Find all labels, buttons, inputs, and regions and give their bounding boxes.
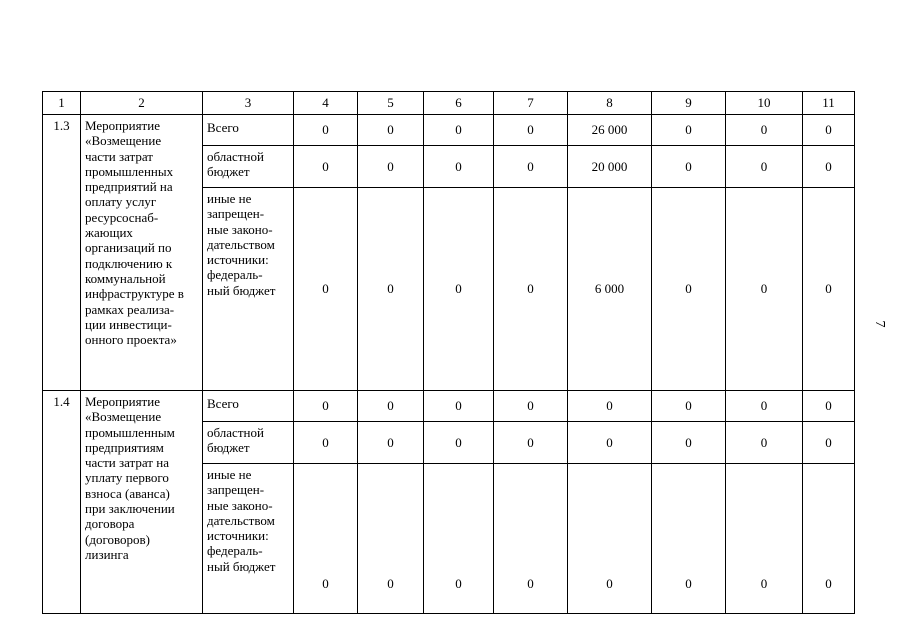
value-cell: 0	[803, 391, 855, 422]
header-cell: 4	[294, 92, 358, 115]
value-cell: 0	[726, 146, 803, 188]
value-cell: 0	[294, 115, 358, 146]
value-cell: 26 000	[568, 115, 652, 146]
value-cell: 0	[294, 188, 358, 391]
value-cell: 0	[652, 188, 726, 391]
value-cell: 0	[652, 422, 726, 464]
header-cell: 5	[358, 92, 424, 115]
funding-source: Всего	[203, 115, 294, 146]
funding-source: Всего	[203, 391, 294, 422]
header-row	[43, 92, 855, 115]
value-cell: 0	[652, 464, 726, 614]
value-cell: 0	[726, 464, 803, 614]
header-cell: 6	[424, 92, 494, 115]
header-cell: 1	[43, 92, 81, 115]
value-cell: 0	[803, 422, 855, 464]
value-cell: 0	[803, 146, 855, 188]
value-cell: 0	[424, 422, 494, 464]
value-cell: 0	[358, 464, 424, 614]
value-cell: 0	[424, 115, 494, 146]
value-cell: 0	[568, 422, 652, 464]
row-number: 1.4	[43, 391, 81, 614]
value-cell: 0	[294, 422, 358, 464]
value-cell: 0	[652, 391, 726, 422]
budget-table	[42, 91, 855, 614]
value-cell: 0	[494, 188, 568, 391]
value-cell: 0	[358, 422, 424, 464]
header-cell: 9	[652, 92, 726, 115]
value-cell: 0	[726, 391, 803, 422]
header-cell: 8	[568, 92, 652, 115]
value-cell: 6 000	[568, 188, 652, 391]
row-number: 1.3	[43, 115, 81, 391]
measure-name: Мероприятие «Возмещение части затрат промышленных предприятий на оплату услуг ресурсоснаб- жающих организаций по подключению к коммунальной инфраструктуре в рамках реализа- ции инвестици- онного проекта»	[81, 115, 203, 391]
funding-source: областной бюджет	[203, 422, 294, 464]
funding-source: иные не запрещен- ные законо- дательством источники: федераль- ный бюджет	[203, 188, 294, 391]
value-cell: 0	[494, 391, 568, 422]
value-cell: 0	[294, 391, 358, 422]
measure-name: Мероприятие «Возмещение промышленным предприятиям части затрат на уплату первого взноса (аванса) при заключении договора (договоров) лизинга	[81, 391, 203, 614]
funding-source: областной бюджет	[203, 146, 294, 188]
value-cell: 0	[358, 391, 424, 422]
value-cell: 0	[424, 391, 494, 422]
header-cell: 2	[81, 92, 203, 115]
value-cell: 0	[424, 188, 494, 391]
value-cell: 0	[652, 146, 726, 188]
value-cell: 0	[494, 115, 568, 146]
value-cell: 0	[294, 464, 358, 614]
value-cell: 0	[726, 422, 803, 464]
header-cell: 3	[203, 92, 294, 115]
value-cell: 0	[803, 115, 855, 146]
value-cell: 20 000	[568, 146, 652, 188]
header-cell: 7	[494, 92, 568, 115]
value-cell: 0	[652, 115, 726, 146]
value-cell: 0	[358, 146, 424, 188]
header-cell: 11	[803, 92, 855, 115]
funding-source: иные не запрещен- ные законо- дательством источники: федераль- ный бюджет	[203, 464, 294, 614]
value-cell: 0	[294, 146, 358, 188]
header-cell: 10	[726, 92, 803, 115]
value-cell: 0	[494, 146, 568, 188]
value-cell: 0	[358, 188, 424, 391]
value-cell: 0	[803, 188, 855, 391]
table-row	[43, 391, 855, 422]
value-cell: 0	[568, 391, 652, 422]
value-cell: 0	[726, 115, 803, 146]
value-cell: 0	[494, 464, 568, 614]
value-cell: 0	[358, 115, 424, 146]
value-cell: 0	[568, 464, 652, 614]
table-row	[43, 115, 855, 146]
value-cell: 0	[803, 464, 855, 614]
value-cell: 0	[424, 146, 494, 188]
value-cell: 0	[726, 188, 803, 391]
value-cell: 0	[424, 464, 494, 614]
page-number: 7	[872, 320, 887, 328]
value-cell: 0	[494, 422, 568, 464]
